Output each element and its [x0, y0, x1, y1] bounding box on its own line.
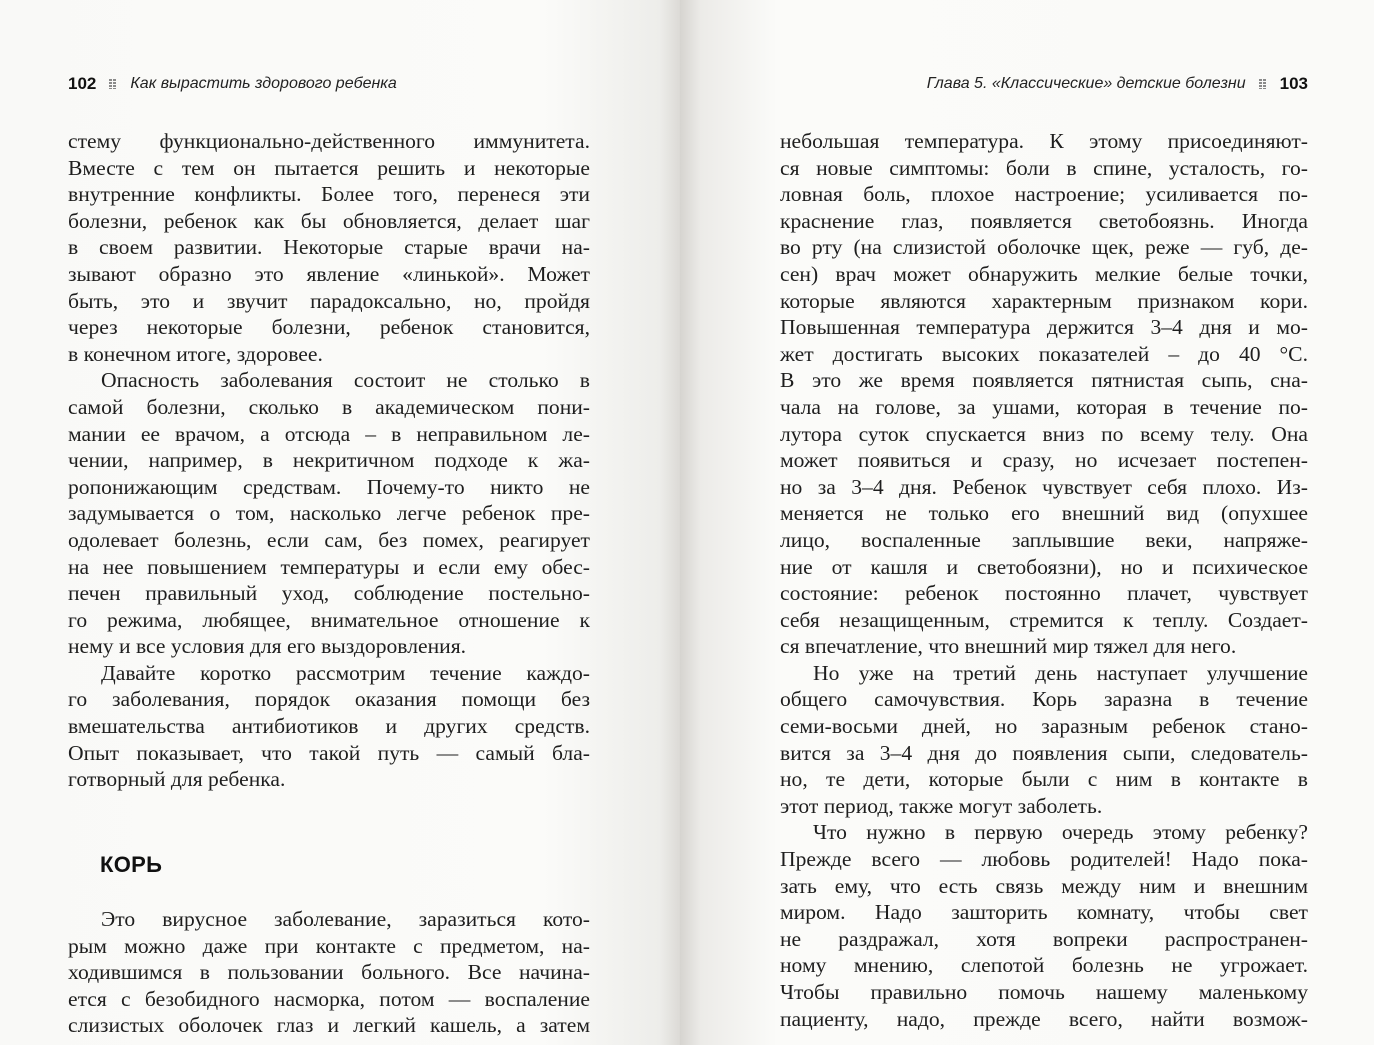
text-line: краснение глаз, появляется светобоязнь. Иногда: [780, 208, 1308, 233]
text-line: которые являются характерным признаком кори.: [780, 288, 1308, 313]
right-running-title: Глава 5. «Классические» детские болезни: [926, 75, 1246, 92]
text-line: на нее повышением температуры и если ему обес-: [68, 554, 590, 579]
text-line: семи-восьми дней, но заразным ребенок стано-: [780, 714, 1308, 739]
text-line: ся новые симптомы: боли в спине, усталость, го-: [780, 155, 1308, 180]
text-line: общего самочувствия. Корь заразна в течение: [780, 687, 1308, 712]
right-running-head: [927, 72, 1308, 96]
text-line: в конечном итоге, здоровее.: [68, 341, 323, 366]
text-line: го заболевания, порядок оказания помощи без: [68, 687, 590, 712]
text-line: не раздражал, хотя вопреки распространен-: [780, 926, 1308, 951]
text-line: небольшая температура. К этому присоединяют-: [780, 129, 1308, 153]
section-heading: КОРЬ: [100, 852, 163, 877]
text-line: самой болезни, сколько в академическом пони-: [68, 394, 590, 419]
text-line: зывают образно это явление «линькой». Может: [68, 261, 590, 286]
text-line: ропонижающим средствам. Почему-то никто не: [68, 474, 590, 499]
text-line: в своем развитии. Некоторые старые врачи на-: [68, 235, 590, 260]
text-line: слизистых оболочек глаз и легкий кашель, а затем: [68, 1013, 590, 1038]
ornament-icon: [108, 78, 118, 90]
left-body-text: [68, 128, 590, 793]
text-line: го режима, любящее, внимательное отношение к: [68, 607, 590, 632]
text-line: может появиться и сразу, но исчезает постепен-: [780, 448, 1308, 473]
text-line: миром. Надо зашторить комнату, чтобы свет: [780, 900, 1308, 925]
text-line: вится за 3–4 дня до появления сыпи, следователь-: [780, 740, 1308, 765]
text-line: стему функционально-действенного иммунитета.: [68, 129, 590, 153]
text-line: состояние: ребенок постоянно плачет, чувствует: [780, 581, 1308, 606]
text-line: пациенту, надо, прежде всего, найти возмож-: [780, 1006, 1308, 1031]
left-page-number: 102: [68, 74, 97, 93]
text-line: лутора суток спускается вниз по всему телу. Она: [780, 421, 1308, 446]
text-line: Опасность заболевания состоит не столько в: [101, 368, 590, 393]
text-line: В это же время появляется пятнистая сыпь, сна-: [780, 368, 1308, 393]
text-line: одолевает болезнь, если сам, без помех, реагирует: [68, 527, 590, 552]
text-line: быть, это и звучит парадоксально, но, пройдя: [68, 288, 590, 313]
text-line: Это вирусное заболевание, заразиться кото-: [101, 907, 590, 931]
text-line: Давайте коротко рассмотрим течение каждо-: [101, 660, 590, 685]
text-line: чала на голове, за ушами, которая в течение по-: [780, 394, 1308, 419]
text-line: меняется не только его внешний вид (опухшее: [780, 501, 1308, 526]
text-line: лицо, воспаленные заплывшие веки, напряже-: [780, 527, 1308, 552]
text-line: но, те дети, которые были с ним в контакте в: [780, 767, 1308, 792]
text-line: Повышенная температура держится 3–4 дня и мо-: [780, 315, 1308, 340]
text-line: ние от кашля и светобоязни), но и психическое: [780, 554, 1308, 579]
text-line: мании ее врачом, а отсюда – в неправильном ле-: [68, 421, 590, 446]
text-line: готворный для ребенка.: [68, 767, 286, 792]
text-line: внутренние конфликты. Более того, перенеся эти: [68, 182, 590, 207]
text-line: ся впечатление, что внешний мир тяжел для него.: [780, 634, 1237, 659]
text-line: задумывается о том, насколько легче ребенок пре-: [68, 501, 590, 526]
text-line: ловная боль, плохое настроение; усиливается по-: [780, 182, 1308, 207]
text-line: вмешательства антибиотиков и других средств.: [68, 714, 590, 739]
text-line: во рту (на слизистой оболочке щек, реже — губ, де-: [780, 235, 1308, 260]
text-line: Вместе с тем он пытается решить и некоторые: [68, 155, 590, 180]
text-line: чении, например, в некритичном подходе к жа-: [68, 448, 590, 473]
text-line: через некоторые болезни, ребенок становится,: [68, 315, 590, 340]
text-line: жет достигать высоких показателей – до 40 °С.: [780, 341, 1308, 366]
text-line: болезни, ребенок как бы обновляется, делает шаг: [68, 208, 590, 233]
text-line: печен правильный уход, соблюдение постельно-: [68, 581, 590, 606]
text-line: ному мнению, слепотой болезнь не угрожает.: [780, 953, 1308, 978]
text-line: себя незащищенным, стремится к теплу. Создает-: [780, 607, 1308, 632]
text-line: Прежде всего — любовь родителей! Надо пока-: [780, 847, 1308, 872]
text-line: ется с безобидного насморка, потом — воспаление: [68, 986, 590, 1011]
right-page-number: 103: [1279, 74, 1308, 93]
text-line: рым можно даже при контакте с предметом, на-: [68, 933, 590, 958]
text-line: Опыт показывает, что такой путь — самый бла-: [68, 740, 590, 765]
text-line: Но уже на третий день наступает улучшение: [813, 660, 1308, 685]
text-line: Чтобы правильно помочь нашему маленькому: [780, 980, 1308, 1004]
left-section-text: [68, 906, 590, 1039]
left-running-title: Как вырастить здорового ребенка: [130, 75, 397, 92]
ornament-icon: [1258, 78, 1268, 90]
text-line: Что нужно в первую очередь этому ребенку?: [813, 820, 1308, 845]
text-line: ходившимся в пользовании больного. Все начина-: [68, 960, 590, 985]
text-line: зать ему, что есть связь между ним и внешним: [780, 873, 1308, 898]
text-line: сен) врач может обнаружить мелкие белые точки,: [780, 261, 1308, 286]
left-running-head: [68, 72, 397, 96]
text-line: нему и все условия для его выздоровления.: [68, 634, 467, 659]
right-body-text: [780, 128, 1308, 1032]
text-line: но за 3–4 дня. Ребенок чувствует себя плохо. Из-: [780, 474, 1308, 499]
text-line: этот период, также могут заболеть.: [780, 793, 1103, 818]
